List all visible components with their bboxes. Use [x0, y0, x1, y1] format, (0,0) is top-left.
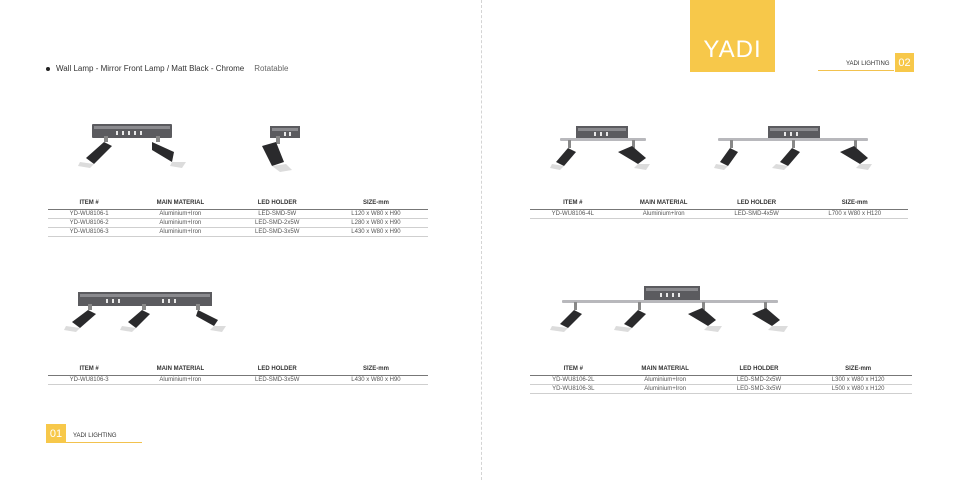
table-row	[48, 210, 428, 219]
col-item: ITEM #	[48, 200, 130, 210]
cell-size: L700 x W80 x H120	[801, 210, 908, 219]
cell-material: Aluminium+Iron	[130, 376, 230, 385]
lamp-image-double	[78, 118, 188, 173]
cell-led: LED-SMD-2x5W	[714, 376, 805, 385]
cell-size: L280 x W80 x H90	[324, 219, 428, 228]
cell-material: Aluminium+Iron	[616, 210, 712, 219]
spec-table-4	[530, 366, 912, 394]
page-number-left: 01	[46, 424, 66, 443]
col-item: ITEM #	[48, 366, 130, 376]
col-led-holder: LED HOLDER	[712, 200, 802, 210]
cell-size: L300 x W80 x H120	[804, 376, 912, 385]
col-size: SIZE-mm	[804, 366, 912, 376]
page-number-right: 02	[895, 53, 914, 72]
lamp-image-bar-quad	[552, 284, 792, 336]
cell-item: YD-WU8106-4L	[530, 210, 616, 219]
cell-led: LED-SMD-3x5W	[714, 385, 805, 394]
cell-item: YD-WU8106-2L	[530, 376, 617, 385]
cell-size: L430 x W80 x H90	[324, 228, 428, 237]
header-brand-label: YADI LIGHTING	[846, 61, 890, 67]
footer-rule	[66, 442, 142, 443]
col-item: ITEM #	[530, 366, 617, 376]
col-size: SIZE-mm	[324, 200, 428, 210]
col-size: SIZE-mm	[324, 366, 428, 376]
cell-size: L120 x W80 x H90	[324, 210, 428, 219]
cell-material: Aluminium+Iron	[130, 219, 230, 228]
cell-item: YD-WU8106-3	[48, 376, 130, 385]
cell-item: YD-WU8106-3	[48, 228, 130, 237]
cell-led: LED-SMD-4x5W	[712, 210, 802, 219]
cell-item: YD-WU8106-1	[48, 210, 130, 219]
product-line-text: Wall Lamp - Mirror Front Lamp / Matt Black - Chrome	[56, 64, 245, 73]
footer-brand-label: YADI LIGHTING	[73, 433, 117, 439]
table-row	[48, 376, 428, 385]
cell-led: LED-SMD-5W	[230, 210, 323, 219]
cell-material: Aluminium+Iron	[617, 376, 714, 385]
col-led-holder: LED HOLDER	[230, 366, 323, 376]
table-row	[530, 210, 908, 219]
col-led-holder: LED HOLDER	[714, 366, 805, 376]
col-material: MAIN MATERIAL	[617, 366, 714, 376]
cell-led: LED-SMD-3x5W	[230, 228, 323, 237]
cell-led: LED-SMD-2x5W	[230, 219, 323, 228]
lamp-image-single	[258, 122, 308, 174]
cell-material: Aluminium+Iron	[130, 210, 230, 219]
spec-table-3	[530, 200, 908, 219]
col-led-holder: LED HOLDER	[230, 200, 323, 210]
lamp-image-triple	[66, 288, 226, 336]
brand-logo: YADI	[690, 0, 775, 72]
cell-size: L500 x W80 x H120	[804, 385, 912, 394]
cell-size: L430 x W80 x H90	[324, 376, 428, 385]
cell-item: YD-WU8106-3L	[530, 385, 617, 394]
lamp-image-bar-double	[552, 124, 652, 174]
table-row	[530, 385, 912, 394]
bullet-icon	[46, 67, 50, 71]
product-line	[46, 64, 288, 73]
page-fold-divider	[481, 0, 482, 480]
col-material: MAIN MATERIAL	[130, 200, 230, 210]
table-row	[48, 228, 428, 237]
table-row	[530, 376, 912, 385]
cell-item: YD-WU8106-2	[48, 219, 130, 228]
spec-table-2	[48, 366, 428, 385]
col-item: ITEM #	[530, 200, 616, 210]
cell-material: Aluminium+Iron	[130, 228, 230, 237]
header-rule	[818, 70, 894, 71]
cell-led: LED-SMD-3x5W	[230, 376, 323, 385]
spec-table-1	[48, 200, 428, 237]
product-feature: Rotatable	[254, 64, 289, 73]
col-material: MAIN MATERIAL	[130, 366, 230, 376]
col-material: MAIN MATERIAL	[616, 200, 712, 210]
cell-material: Aluminium+Iron	[617, 385, 714, 394]
table-row	[48, 219, 428, 228]
col-size: SIZE-mm	[801, 200, 908, 210]
lamp-image-bar-triple	[716, 124, 872, 174]
